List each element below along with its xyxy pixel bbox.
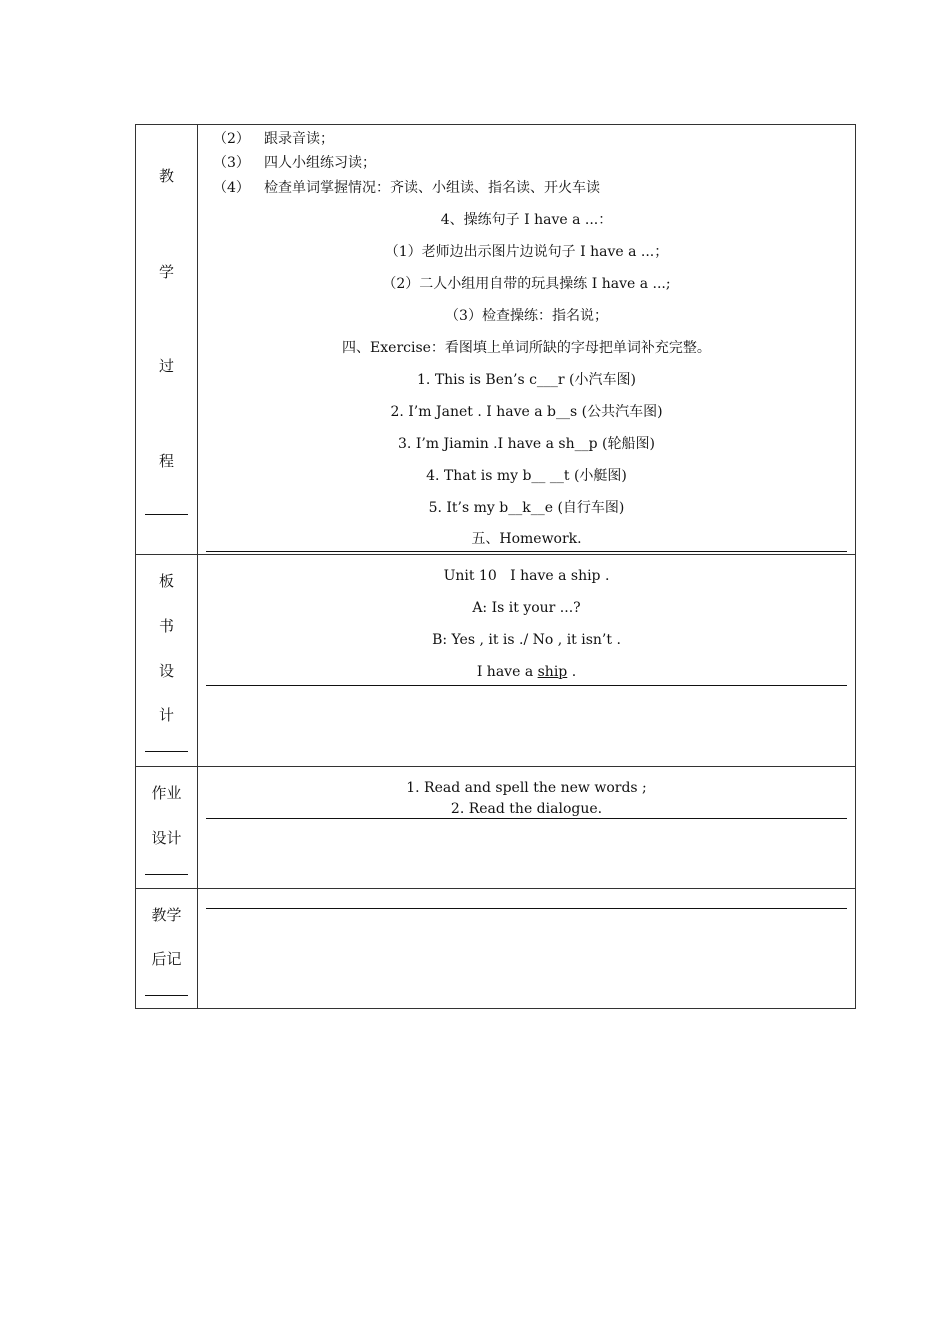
teaching-process-content bbox=[198, 125, 855, 554]
homework-design-label bbox=[136, 767, 198, 888]
teaching-reflection-content bbox=[198, 889, 855, 1009]
homework-item: 2. Read the dialogue. bbox=[450, 801, 603, 817]
section-rule bbox=[206, 551, 847, 552]
section-rule bbox=[206, 685, 847, 686]
step-text: 检查单词掌握情况：齐读、小组读、指名读、开火车读 bbox=[264, 180, 600, 196]
exercise-item: 1. This is Ben’s c___r (小汽车图) bbox=[417, 372, 636, 388]
board-title: Unit 10 I have a ship . bbox=[443, 568, 610, 584]
label-text: 设计 bbox=[151, 829, 182, 847]
board-design-content bbox=[198, 555, 855, 766]
teaching-reflection-row bbox=[136, 888, 855, 1009]
board-line-b: B: Yes , it is ./ No , it isn’t . bbox=[432, 632, 621, 648]
board-line-c-suffix: . bbox=[567, 664, 577, 680]
board-keyword: ship bbox=[537, 664, 568, 680]
label-underline bbox=[145, 751, 188, 752]
teaching-process-label bbox=[136, 125, 198, 554]
label-char: 书 bbox=[158, 617, 174, 635]
homework-heading: 五、Homework. bbox=[471, 531, 582, 547]
label-text: 后记 bbox=[151, 950, 182, 968]
exercise-heading: 四、Exercise：看图填上单词所缺的字母把单词补充完整。 bbox=[342, 340, 711, 356]
homework-design-row bbox=[136, 766, 855, 888]
label-char: 计 bbox=[158, 706, 174, 724]
sentence-practice-item: （3）检查操练：指名说； bbox=[445, 308, 608, 324]
label-char: 教 bbox=[158, 167, 174, 185]
board-design-row bbox=[136, 554, 855, 766]
label-underline bbox=[145, 995, 188, 996]
section-rule bbox=[206, 818, 847, 819]
step-number: （2） bbox=[213, 131, 250, 147]
label-char: 过 bbox=[158, 357, 174, 375]
label-char: 设 bbox=[158, 662, 174, 680]
step-text: 四人小组练习读； bbox=[264, 155, 376, 171]
lesson-plan-table bbox=[135, 124, 856, 1009]
board-line-c bbox=[198, 663, 855, 681]
sentence-practice-item: （1）老师边出示图片边说句子 I have a ...； bbox=[384, 244, 669, 260]
label-underline bbox=[145, 874, 188, 875]
homework-item: 1. Read and spell the new words ; bbox=[406, 780, 647, 796]
label-text: 作业 bbox=[151, 784, 182, 802]
exercise-item: 2. I’m Janet . I have a b__s (公共汽车图) bbox=[390, 404, 663, 420]
sentence-practice-heading: 4、操练句子 I have a ...： bbox=[440, 212, 613, 228]
label-underline bbox=[145, 514, 188, 515]
section-rule bbox=[206, 908, 847, 909]
label-char: 板 bbox=[158, 572, 174, 590]
board-line-c-prefix: I have a bbox=[476, 664, 538, 680]
label-text: 教学 bbox=[151, 906, 182, 924]
exercise-item: 4. That is my b__ __t (小艇图) bbox=[426, 468, 627, 484]
exercise-item: 3. I’m Jiamin .I have a sh__p (轮船图) bbox=[398, 436, 655, 452]
label-char: 学 bbox=[158, 263, 174, 281]
step-number: （4） bbox=[213, 180, 250, 196]
label-char: 程 bbox=[158, 452, 174, 470]
teaching-process-row bbox=[136, 125, 855, 554]
homework-design-content bbox=[198, 767, 855, 888]
teaching-reflection-label bbox=[136, 889, 198, 1009]
exercise-item: 5. It’s my b__k__e (自行车图) bbox=[428, 500, 625, 516]
step-number: （3） bbox=[213, 155, 250, 171]
board-design-label bbox=[136, 555, 198, 766]
board-line-a: A: Is it your ...? bbox=[472, 600, 581, 616]
step-text: 跟录音读； bbox=[264, 131, 334, 147]
sentence-practice-item: （2）二人小组用自带的玩具操练 I have a ...; bbox=[382, 276, 671, 292]
